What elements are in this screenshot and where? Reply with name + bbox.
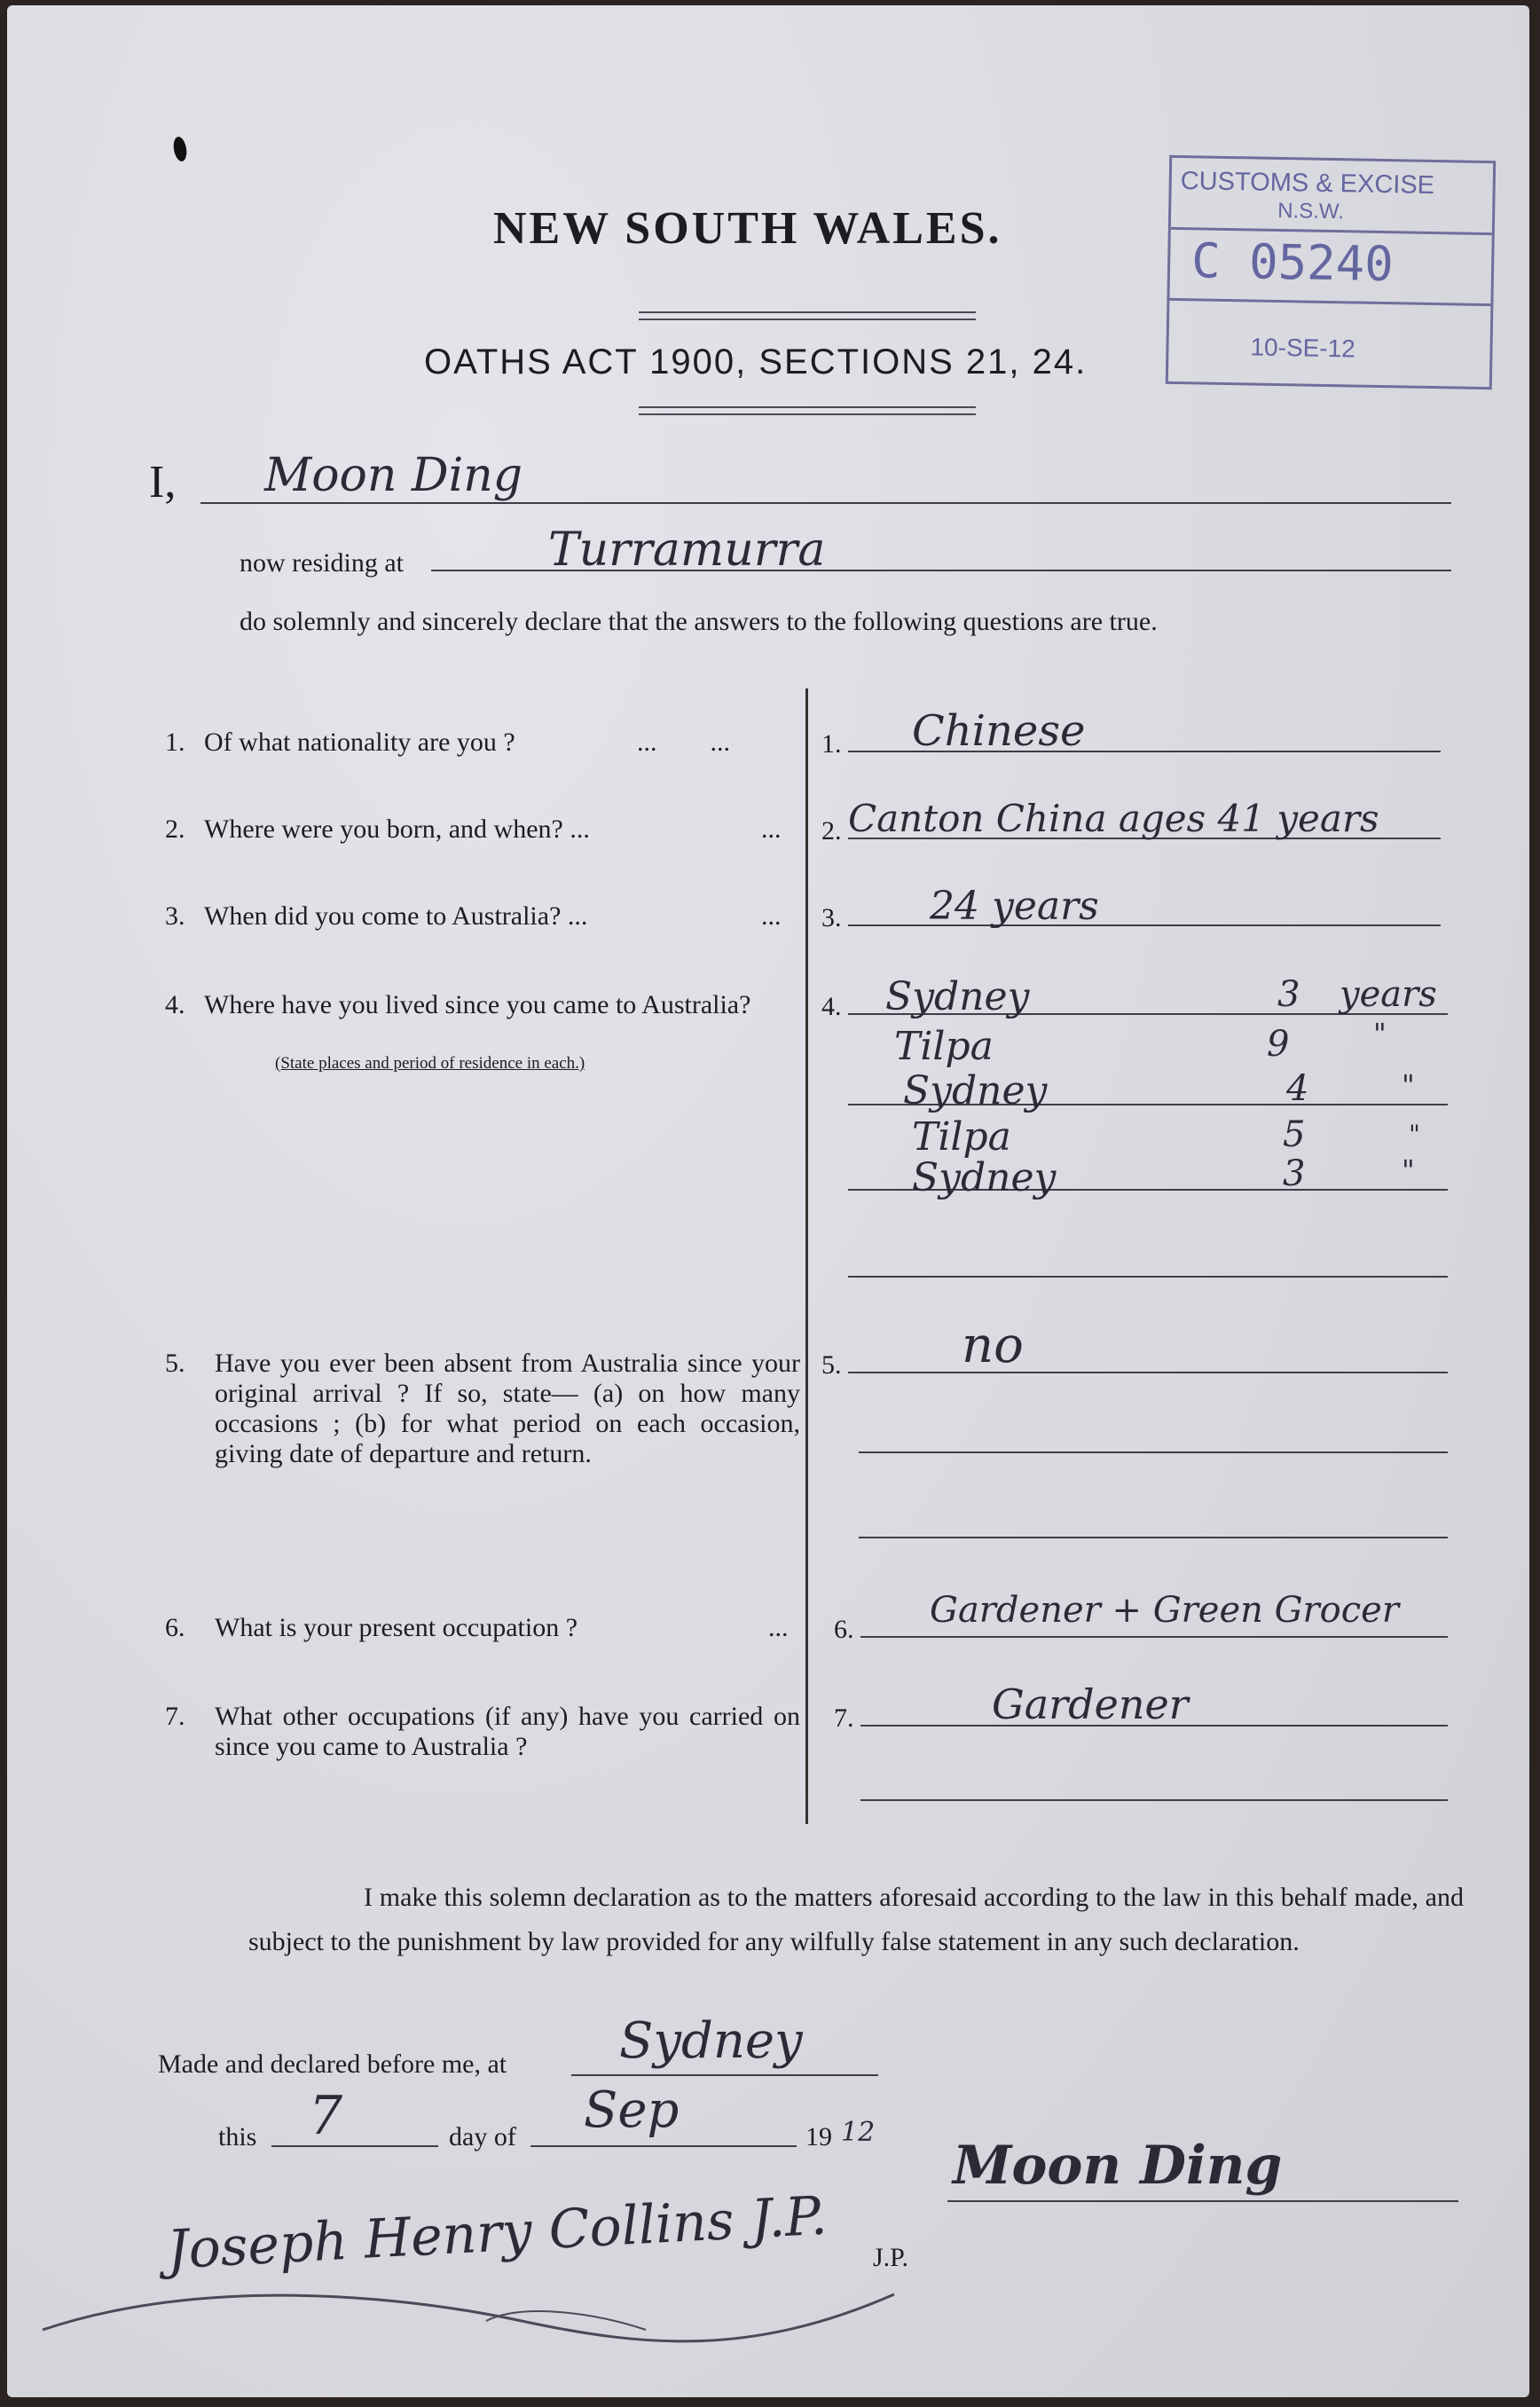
- declare-text: do solemnly and sincerely declare that the answers to the following questions are true.: [240, 607, 1158, 636]
- question-5-number: 5.: [165, 1349, 185, 1378]
- residence-4-place: Tilpa: [912, 1114, 1011, 1160]
- ornament-divider: [639, 311, 976, 320]
- residence-line-4: [848, 1276, 1448, 1278]
- column-divider: [805, 688, 808, 1824]
- answer-1-number: 1.: [821, 729, 842, 759]
- year-prefix: 19: [805, 2122, 832, 2151]
- question-7-text: What other occupations (if any) have you carried on since you came to Australia ?: [215, 1702, 800, 1761]
- question-1-text: Of what nationality are you ?: [204, 728, 515, 757]
- answer-5-number: 5.: [821, 1350, 842, 1380]
- question-2-text: Where were you born, and when? ...: [204, 814, 590, 844]
- stamp-line1: CUSTOMS & EXCISE: [1180, 167, 1435, 201]
- answer-6-value: Gardener + Green Grocer: [930, 1590, 1399, 1631]
- answer-4-number: 4.: [821, 992, 842, 1021]
- made-place: Sydney: [619, 2012, 803, 2070]
- day-line: [271, 2145, 438, 2147]
- jp-signature: Joseph Henry Collins J.P.: [165, 2184, 829, 2282]
- answer-2-number: 2.: [821, 816, 842, 846]
- ornament-divider: [639, 406, 976, 415]
- residence-2-years: 9: [1267, 1024, 1290, 1065]
- question-6-text: What is your present occupation ?: [215, 1613, 578, 1642]
- residence-1-years: 3: [1277, 974, 1300, 1015]
- declarant-prefix: I,: [149, 457, 177, 507]
- answer-5-line-3: [859, 1537, 1448, 1538]
- question-5-text: Have you ever been absent from Australia since your original arrival ? If so, state— (a) on how many occasions ; (b) for what period on each occasion, giving date of departure and return.: [215, 1349, 800, 1468]
- question-1-dots: ... ...: [637, 728, 730, 757]
- question-2-number: 2.: [165, 814, 185, 844]
- residence-5-years: 3: [1283, 1153, 1306, 1194]
- question-4-text: Where have you lived since you came to Australia?: [204, 990, 751, 1019]
- question-2-dots: ...: [761, 814, 782, 844]
- made-year: 12: [841, 2117, 876, 2148]
- jp-suffix: J.P.: [873, 2243, 909, 2272]
- question-3-text: When did you come to Australia? ...: [204, 901, 588, 931]
- residence-4-unit: ": [1409, 1120, 1420, 1149]
- made-day: 7: [309, 2085, 343, 2147]
- place-line: [571, 2074, 878, 2076]
- answer-7-line-2: [860, 1799, 1448, 1801]
- customs-stamp: [1166, 155, 1496, 389]
- declaration-form: [7, 5, 1529, 2397]
- answer-2-value: Canton China ages 41 years: [848, 797, 1379, 840]
- question-3-number: 3.: [165, 901, 185, 931]
- question-3-dots: ...: [761, 901, 782, 931]
- residence-5-place: Sydney: [912, 1155, 1057, 1200]
- stamp-line2: N.S.W.: [1277, 198, 1345, 224]
- question-4-number: 4.: [165, 990, 185, 1019]
- residence-2-unit: ": [1373, 1017, 1387, 1050]
- answer-1-value: Chinese: [912, 706, 1086, 756]
- made-declared-label: Made and declared before me, at: [158, 2049, 507, 2079]
- residence-1-place: Sydney: [885, 974, 1030, 1019]
- answer-5-value: no: [962, 1317, 1024, 1374]
- punch-hole: [172, 136, 189, 162]
- answer-6-line: [860, 1636, 1448, 1638]
- stamp-number: C 05240: [1190, 232, 1395, 293]
- answer-5-line: [848, 1372, 1448, 1373]
- question-6-dots: ...: [768, 1613, 789, 1642]
- residence-value: Turramurra: [548, 523, 826, 577]
- day-of-label: day of: [449, 2122, 516, 2151]
- residing-label: now residing at: [240, 548, 404, 578]
- question-4-note: (State places and period of residence in each.): [275, 1054, 585, 1073]
- name-line: [200, 502, 1451, 504]
- residence-3-years: 4: [1286, 1068, 1309, 1109]
- form-subtitle: OATHS ACT 1900, SECTIONS 21, 24.: [424, 342, 1088, 382]
- residence-4-years: 5: [1283, 1114, 1306, 1155]
- answer-5-line-2: [859, 1451, 1448, 1453]
- declaration-paragraph: I make this solemn declaration as to the matters aforesaid according to the law in this behalf made, and subject to the punishment by law provided for any wilfully false statement in any such declaration.: [248, 1883, 1464, 1956]
- answer-3-value: 24 years: [930, 884, 1099, 929]
- residence-1-unit: years: [1340, 974, 1437, 1015]
- question-7-number: 7.: [165, 1702, 185, 1731]
- residence-3-unit: ": [1402, 1068, 1415, 1102]
- answer-6-number: 6.: [834, 1615, 854, 1644]
- made-month: Sep: [584, 2081, 680, 2139]
- question-6-number: 6.: [165, 1613, 185, 1642]
- answer-7-value: Gardener: [992, 1680, 1189, 1728]
- month-line: [530, 2145, 797, 2147]
- question-1-number: 1.: [165, 728, 185, 757]
- form-title: NEW SOUTH WALES.: [493, 203, 1002, 254]
- jp-signature-flourish: [25, 2259, 912, 2365]
- answer-7-number: 7.: [834, 1703, 854, 1733]
- residence-5-unit: ": [1402, 1153, 1415, 1187]
- residence-3-place: Sydney: [903, 1068, 1048, 1113]
- stamp-date: 10-SE-12: [1250, 333, 1356, 363]
- this-label: this: [218, 2122, 257, 2151]
- answer-3-number: 3.: [821, 903, 842, 932]
- declarant-name: Moon Ding: [264, 449, 522, 502]
- residence-2-place: Tilpa: [894, 1024, 994, 1069]
- declarant-signature: Moon Ding: [953, 2135, 1283, 2197]
- declarant-signature-line: [947, 2200, 1458, 2202]
